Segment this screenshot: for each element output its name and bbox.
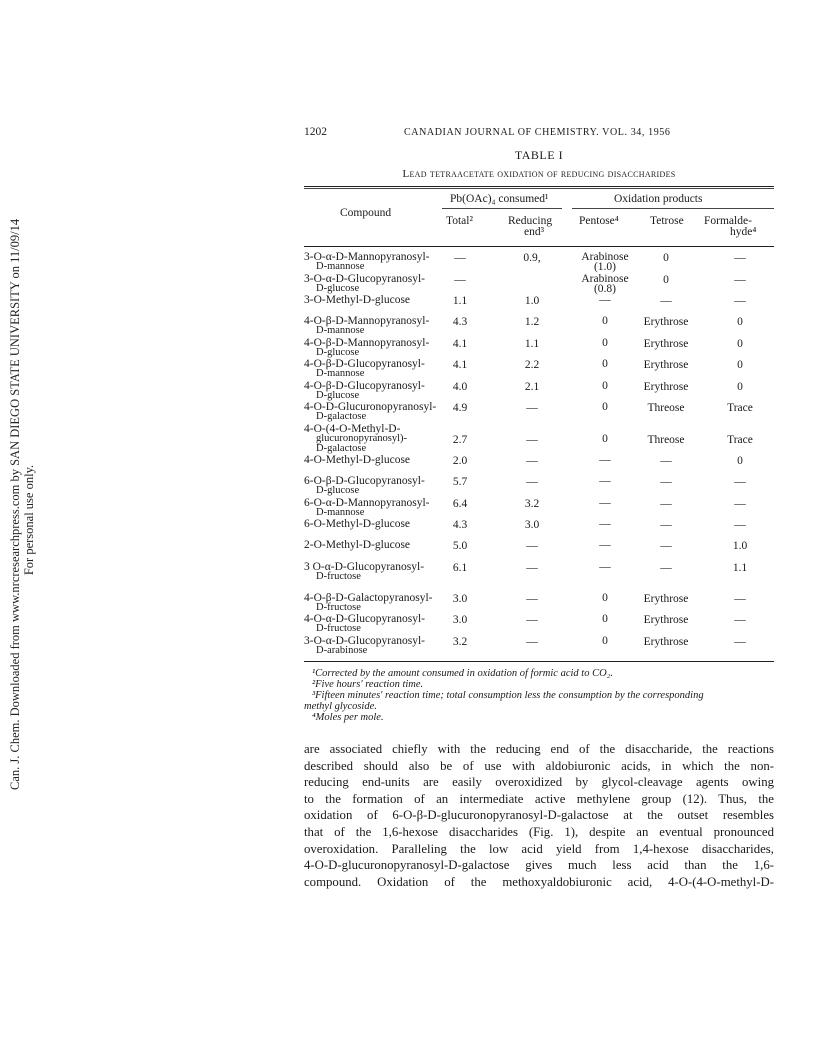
total-value: 4.1 [452, 338, 468, 350]
running-header [304, 126, 774, 140]
compound-line-2: D-mannose [316, 368, 365, 379]
page-number: 1202 [304, 126, 327, 138]
compound-name [304, 540, 454, 550]
compound-name [304, 295, 454, 305]
formaldehyde-value: — [734, 476, 746, 488]
products-subheader-rule [572, 208, 774, 209]
formaldehyde-value: 0 [737, 316, 743, 328]
total-value: 3.0 [452, 593, 468, 605]
total-value: — [454, 274, 466, 286]
formaldehyde-value: Trace [727, 402, 753, 414]
formaldehyde-value: — [734, 614, 746, 626]
pentose-line-2: (0.8) [593, 283, 617, 295]
total-value: 4.1 [452, 359, 468, 371]
pentose-line-1: — [599, 294, 611, 306]
tetrose-value: Erythrose [643, 614, 689, 626]
tetrose-value: — [660, 519, 672, 531]
journal-title: CANADIAN JOURNAL OF CHEMISTRY. VOL. 34, 1956 [404, 127, 671, 138]
header-oxidation-products: Oxidation products [614, 193, 703, 205]
compound-line-1: 3-O-Methyl-D-glucose [304, 294, 411, 306]
table-footnotes [304, 668, 774, 723]
header-formalde: Formalde- [704, 215, 752, 227]
compound-name [304, 424, 454, 454]
compound-name [304, 359, 454, 379]
compound-line-1: 4-O-(4-O-Methyl-D- [304, 423, 401, 435]
formaldehyde-value: — [734, 295, 746, 307]
reducing-end-value: 2.1 [524, 381, 540, 393]
reducing-end-value: — [526, 455, 538, 467]
body-line: oxidation of 6-O-β-D-glucuronopyranosyl-D-galactose at the outset resembles [304, 808, 774, 823]
reducing-end-value: — [526, 402, 538, 414]
tetrose-value: — [660, 476, 672, 488]
compound-name [304, 614, 454, 634]
pentose-line-1: — [599, 497, 611, 509]
total-value: 5.0 [452, 540, 468, 552]
footnote-4: ⁴Moles per mole. [312, 712, 384, 723]
compound-line-1: 3-O-α-D-Glucopyranosyl- [304, 273, 425, 285]
footnote-3: ³Fifteen minutes' reaction time; total consumption less the consumption by the corresponding [312, 690, 704, 701]
reducing-end-value: — [526, 434, 538, 446]
header-reducing-end [508, 216, 552, 238]
header-total: Total² [446, 215, 473, 227]
reducing-end-value: — [526, 540, 538, 552]
compound-line-1: 4-O-D-Glucuronopyranosyl- [304, 401, 437, 413]
total-value: 4.0 [452, 381, 468, 393]
formaldehyde-value: 1.0 [732, 540, 748, 552]
compound-line-2: D-mannose [316, 261, 365, 272]
table-caption: Lead tetraacetate oxidation of reducing disaccharides [402, 168, 676, 180]
tetrose-value: — [660, 540, 672, 552]
total-value: 4.3 [452, 316, 468, 328]
compound-line-1: 3-O-α-D-Mannopyranosyl- [304, 251, 430, 263]
reducing-end-value: — [526, 562, 538, 574]
compound-name [304, 498, 454, 518]
tetrose-value: — [660, 295, 672, 307]
reducing-end-value: — [526, 614, 538, 626]
header-compound: Compound [340, 207, 392, 219]
pentose-line-1: 0 [602, 401, 608, 413]
formaldehyde-value: Trace [727, 434, 753, 446]
compound-line-1: 4-O-Methyl-D-glucose [304, 454, 411, 466]
compound-line-3: D-galactose [316, 443, 367, 454]
pentose-line-1: — [599, 539, 611, 551]
compound-line-1: 3-O-α-D-Glucopyranosyl- [304, 635, 425, 647]
tetrose-value: — [660, 498, 672, 510]
pentose-line-1: 0 [602, 635, 608, 647]
formaldehyde-value: — [734, 274, 746, 286]
pentose-line-1: Arabinose [581, 251, 629, 263]
tetrose-value: — [660, 562, 672, 574]
tetrose-value: 0 [663, 252, 669, 264]
formaldehyde-value: — [734, 519, 746, 531]
total-value: — [454, 252, 466, 264]
compound-line-1: 6-O-Methyl-D-glucose [304, 518, 411, 530]
reducing-end-value: 1.1 [524, 338, 540, 350]
formaldehyde-value: — [734, 498, 746, 510]
tetrose-value: 0 [663, 274, 669, 286]
body-paragraph [304, 741, 774, 890]
compound-name [304, 636, 454, 656]
total-value: 4.9 [452, 402, 468, 414]
footnote-3-cont: methyl glycoside. [304, 701, 377, 712]
tetrose-value: — [660, 455, 672, 467]
pentose-line-1: 0 [602, 337, 608, 349]
pentose-line-1: — [599, 561, 611, 573]
compound-line-1: 4-O-β-D-Glucopyranosyl- [304, 380, 425, 392]
tetrose-value: Threose [647, 402, 685, 414]
table-top-rule-2 [304, 188, 774, 189]
pentose-line-1: — [599, 475, 611, 487]
total-value: 3.2 [452, 636, 468, 648]
compound-line-2: D-fructose [316, 602, 361, 613]
tetrose-value: Erythrose [643, 359, 689, 371]
header-reducing: Reducing [508, 215, 553, 227]
compound-line-1: 4-O-α-D-Glucopyranosyl- [304, 613, 425, 625]
reducing-end-value: — [526, 593, 538, 605]
compound-name [304, 381, 454, 401]
formaldehyde-value: — [734, 593, 746, 605]
compound-line-2: glucuronopyranosyl)- [316, 433, 407, 444]
header-pb-consumed: Pb(OAc)₄ consumed¹ [450, 193, 549, 205]
header-tetrose: Tetrose [650, 215, 684, 227]
compound-line-2: D-fructose [316, 571, 361, 582]
total-value: 6.4 [452, 498, 468, 510]
tetrose-value: Threose [647, 434, 685, 446]
body-line: 4-O-D-glucuronopyranosyl-D-galactose gives much less acid than the 1,6- [304, 858, 774, 873]
total-value: 2.0 [452, 455, 468, 467]
total-value: 3.0 [452, 614, 468, 626]
formaldehyde-value: — [734, 636, 746, 648]
pentose-line-1: 0 [602, 592, 608, 604]
body-line: that of the 1,6-hexose disaccharides (Fig. 1), despite an eventual pronounced [304, 824, 774, 839]
compound-line-2: D-glucose [316, 485, 360, 496]
header-hyde: hyde⁴ [730, 226, 757, 238]
body-line: overoxidation. Paralleling the low acid yield from 1,4-hexose disaccharides, [304, 841, 774, 856]
header-pentose: Pentose⁴ [579, 215, 619, 227]
tetrose-value: Erythrose [643, 636, 689, 648]
total-value: 1.1 [452, 295, 468, 307]
compound-line-2: D-mannose [316, 507, 365, 518]
tetrose-value: Erythrose [643, 381, 689, 393]
pentose-line-1: 0 [602, 380, 608, 392]
body-line: to the formation of an intermediate active methylene group (12). Thus, the [304, 791, 774, 806]
compound-name [304, 274, 454, 294]
reducing-end-value: 3.2 [524, 498, 540, 510]
download-watermark [4, 218, 40, 790]
pentose-line-1: 0 [602, 315, 608, 327]
compound-name [304, 402, 454, 422]
pentose-line-1: — [599, 454, 611, 466]
compound-line-1: 4-O-β-D-Galactopyranosyl- [304, 592, 433, 604]
formaldehyde-value: 0 [737, 338, 743, 350]
compound-line-1: 3 O-α-D-Glucopyranosyl- [304, 561, 425, 573]
table-label: TABLE I [514, 148, 564, 162]
total-value: 5.7 [452, 476, 468, 488]
compound-line-2: D-fructose [316, 623, 361, 634]
reducing-end-value: 0.9, [523, 252, 541, 264]
pentose-line-1: Arabinose [581, 273, 629, 285]
compound-name [304, 316, 454, 336]
compound-line-1: 4-O-β-D-Mannopyranosyl- [304, 315, 430, 327]
table-header-rule [304, 246, 774, 247]
formaldehyde-value: 0 [737, 381, 743, 393]
compound-line-2: D-glucose [316, 347, 360, 358]
body-line: compound. Oxidation of the methoxyaldobiuronic acid, 4-O-(4-O-methyl-D- [304, 874, 774, 889]
compound-name [304, 252, 454, 272]
compound-line-2: D-galactose [316, 411, 367, 422]
compound-line-1: 2-O-Methyl-D-glucose [304, 539, 411, 551]
tetrose-value: Erythrose [643, 593, 689, 605]
pentose-line-1: 0 [602, 358, 608, 370]
compound-line-2: D-arabinose [316, 645, 368, 656]
compound-name [304, 338, 454, 358]
body-line: described should also be of use with aldobiuronic acids, in which the non- [304, 758, 774, 773]
formaldehyde-value: 1.1 [732, 562, 748, 574]
table-bottom-rule [304, 661, 774, 662]
footnote-1: ¹Corrected by the amount consumed in oxidation of formic acid to CO₂. [312, 668, 613, 679]
reducing-end-value: — [526, 636, 538, 648]
compound-line-1: 6-O-β-D-Glucopyranosyl- [304, 475, 425, 487]
reducing-end-value: 3.0 [524, 519, 540, 531]
personal-use-notice: For personal use only. [22, 464, 36, 576]
header-formaldehyde [704, 216, 756, 238]
formaldehyde-value: 0 [737, 359, 743, 371]
pb-subheader-rule [442, 208, 562, 209]
footnote-2: ²Five hours' reaction time. [312, 679, 424, 690]
header-end: end³ [524, 226, 545, 238]
compound-name [304, 562, 454, 582]
reducing-end-value: 2.2 [524, 359, 540, 371]
tetrose-value: Erythrose [643, 316, 689, 328]
compound-line-1: 6-O-α-D-Mannopyranosyl- [304, 497, 430, 509]
reducing-end-value: 1.0 [524, 295, 540, 307]
body-line: are associated chiefly with the reducing end of the disaccharide, the reactions [304, 742, 774, 756]
compound-name [304, 455, 454, 465]
compound-line-1: 4-O-β-D-Mannopyranosyl- [304, 337, 430, 349]
body-line: reducing end-units are easily overoxidized by glycol-cleavage agents owing [304, 775, 774, 790]
formaldehyde-value: — [734, 252, 746, 264]
compound-line-2: D-glucose [316, 283, 360, 294]
compound-line-2: D-glucose [316, 390, 360, 401]
compound-name [304, 593, 454, 613]
reducing-end-value: 1.2 [524, 316, 540, 328]
table-top-rule [304, 186, 774, 187]
tetrose-value: Erythrose [643, 338, 689, 350]
pentose-line-1: 0 [602, 433, 608, 445]
total-value: 2.7 [452, 434, 468, 446]
download-notice: Can. J. Chem. Downloaded from www.nrcresearchpress.com by SAN DIEGO STATE UNIVERSITY on 11/09/14 [8, 218, 22, 790]
pentose-line-1: 0 [602, 613, 608, 625]
pentose-line-1: — [599, 518, 611, 530]
total-value: 4.3 [452, 519, 468, 531]
compound-name [304, 476, 454, 496]
compound-line-2: D-mannose [316, 325, 365, 336]
formaldehyde-value: 0 [737, 455, 743, 467]
pentose-line-2: (1.0) [593, 261, 617, 273]
reducing-end-value: — [526, 476, 538, 488]
compound-name [304, 519, 454, 529]
total-value: 6.1 [452, 562, 468, 574]
compound-line-1: 4-O-β-D-Glucopyranosyl- [304, 358, 425, 370]
